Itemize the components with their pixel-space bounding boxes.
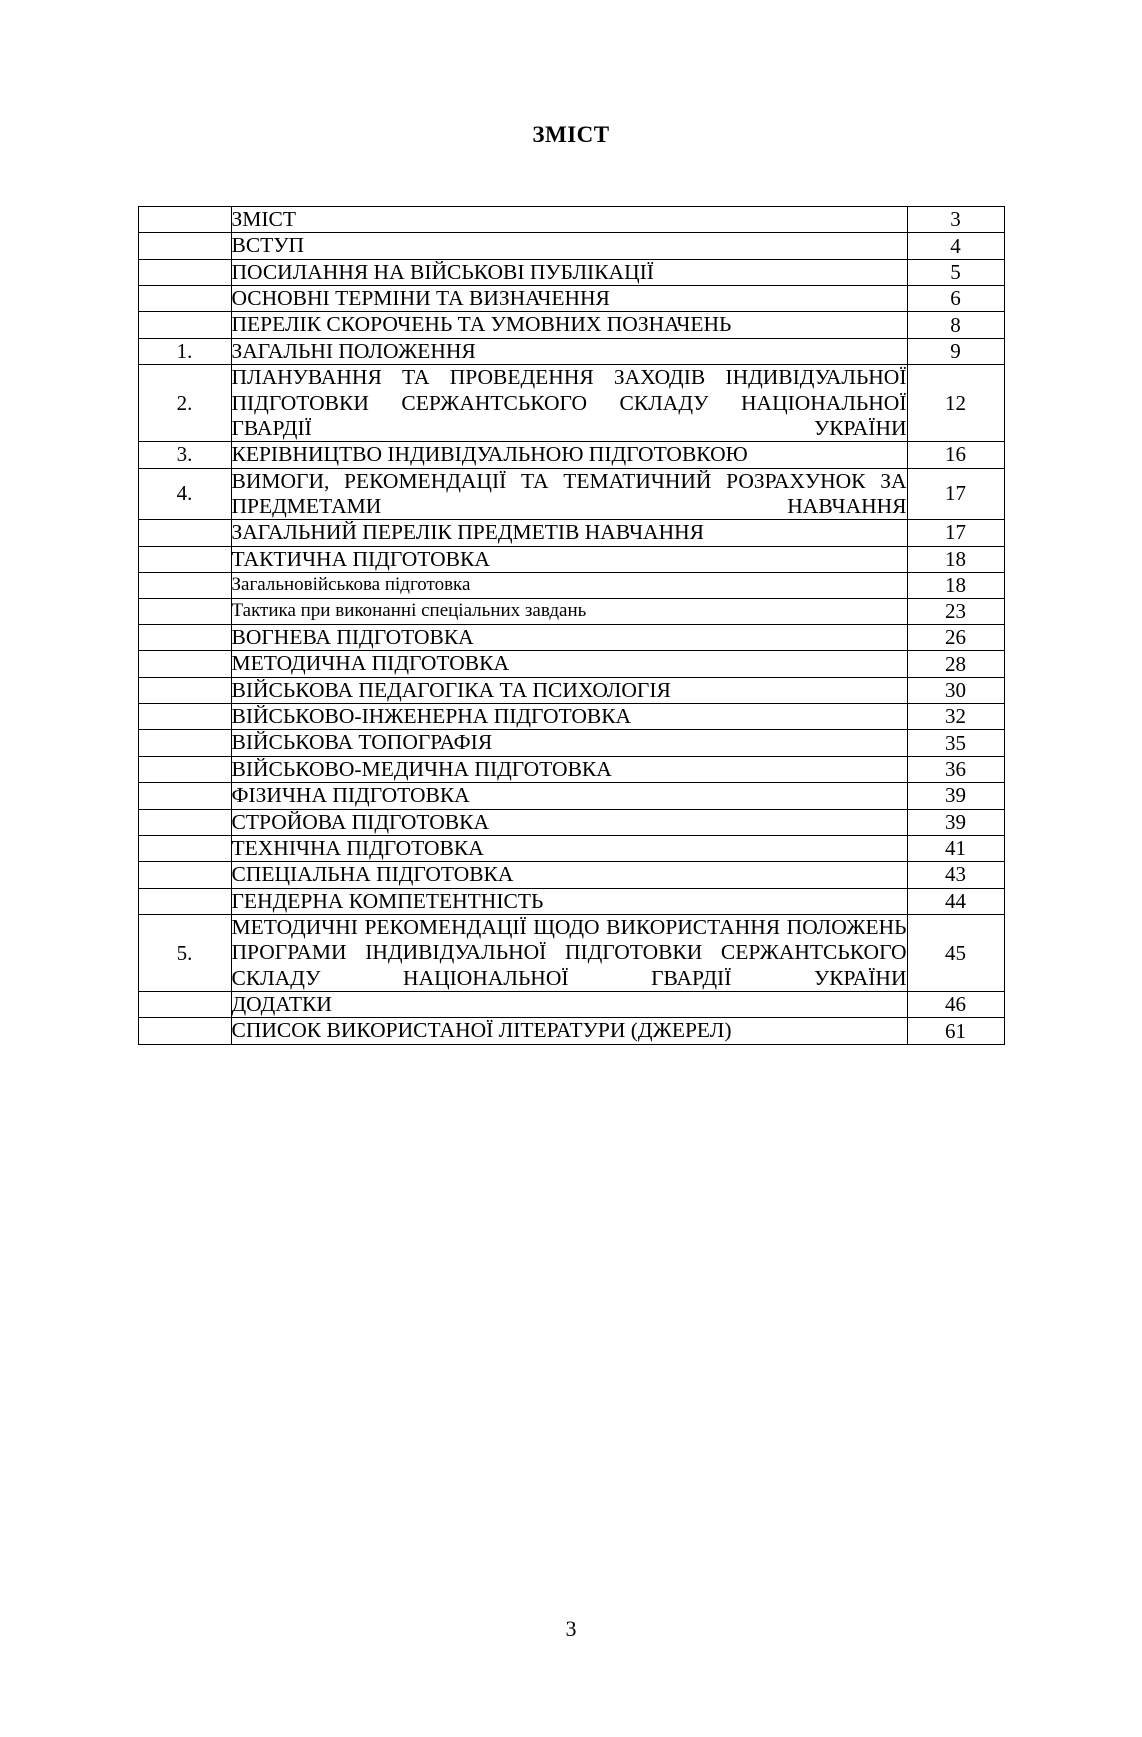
toc-item-page: 46 [907, 992, 1004, 1018]
toc-item-title[interactable]: МЕТОДИЧНА ПІДГОТОВКА [231, 651, 907, 677]
table-row [138, 704, 1004, 730]
toc-item-title[interactable]: ПЕРЕЛІК СКОРОЧЕНЬ ТА УМОВНИХ ПОЗНАЧЕНЬ [231, 312, 907, 338]
toc-item-title[interactable]: ТАКТИЧНА ПІДГОТОВКА [231, 546, 907, 572]
toc-item-number: 2. [138, 365, 231, 442]
toc-item-page: 30 [907, 677, 1004, 703]
toc-item-number [138, 546, 231, 572]
toc-item-page: 18 [907, 573, 1004, 599]
table-row [138, 520, 1004, 546]
toc-item-title[interactable]: ГЕНДЕРНА КОМПЕТЕНТНІСТЬ [231, 888, 907, 914]
toc-item-title[interactable]: МЕТОДИЧНІ РЕКОМЕНДАЦІЇ ЩОДО ВИКОРИСТАННЯ ПОЛОЖЕНЬ ПРОГРАМИ ІНДИВІДУАЛЬНОЇ ПІДГОТОВКИ СЕРЖАНТСЬКОГО СКЛАДУ НАЦІОНАЛЬНОЇ ГВАРДІЇ УКРАЇНИ [231, 914, 907, 990]
toc-item-page: 41 [907, 835, 1004, 861]
toc-item-title[interactable]: ПОСИЛАННЯ НА ВІЙСЬКОВІ ПУБЛІКАЦІЇ [231, 259, 907, 285]
toc-item-page: 39 [907, 809, 1004, 835]
toc-item-number [138, 625, 231, 651]
toc-item-number [138, 1018, 231, 1044]
toc-item-page: 17 [907, 468, 1004, 520]
toc-item-title[interactable]: СТРОЙОВА ПІДГОТОВКА [231, 809, 907, 835]
table-row [138, 207, 1004, 233]
toc-item-number [138, 599, 231, 625]
toc-item-page: 8 [907, 312, 1004, 338]
toc-item-page: 17 [907, 520, 1004, 546]
toc-item-title[interactable]: ЗМІСТ [231, 207, 907, 233]
toc-item-page: 16 [907, 442, 1004, 468]
toc-item-number: 3. [138, 442, 231, 468]
toc-table [138, 206, 1005, 1045]
toc-item-title[interactable]: ПЛАНУВАННЯ ТА ПРОВЕДЕННЯ ЗАХОДІВ ІНДИВІДУАЛЬНОЇ ПІДГОТОВКИ СЕРЖАНТСЬКОГО СКЛАДУ НАЦІОНАЛЬНОЇ ГВАРДІЇ УКРАЇНИ [231, 365, 907, 440]
toc-item-number [138, 809, 231, 835]
toc-item-number [138, 233, 231, 259]
toc-item-title[interactable]: Загальновійськова підготовка [231, 573, 907, 599]
toc-item-page: 18 [907, 546, 1004, 572]
table-row [138, 546, 1004, 572]
table-row [138, 233, 1004, 259]
toc-item-page: 45 [907, 914, 1004, 991]
toc-item-title[interactable]: КЕРІВНИЦТВО ІНДИВІДУАЛЬНОЮ ПІДГОТОВКОЮ [231, 442, 907, 468]
toc-item-number [138, 312, 231, 338]
toc-item-page: 6 [907, 286, 1004, 312]
table-row [138, 338, 1004, 364]
toc-table-body [138, 207, 1004, 1045]
toc-item-number: 5. [138, 914, 231, 991]
toc-item-title[interactable]: СПИСОК ВИКОРИСТАНОЇ ЛІТЕРАТУРИ (ДЖЕРЕЛ) [231, 1018, 907, 1044]
table-row [138, 365, 1004, 442]
toc-item-number [138, 756, 231, 782]
table-row [138, 599, 1004, 625]
table-row [138, 625, 1004, 651]
toc-item-number [138, 862, 231, 888]
table-row [138, 1018, 1004, 1044]
toc-item-page: 36 [907, 756, 1004, 782]
toc-item-number [138, 730, 231, 756]
toc-item-page: 61 [907, 1018, 1004, 1044]
table-row [138, 468, 1004, 520]
toc-item-page: 39 [907, 783, 1004, 809]
table-row [138, 783, 1004, 809]
toc-item-number [138, 520, 231, 546]
toc-item-page: 26 [907, 625, 1004, 651]
toc-item-number [138, 888, 231, 914]
toc-item-title[interactable]: ТЕХНІЧНА ПІДГОТОВКА [231, 835, 907, 861]
toc-item-number [138, 677, 231, 703]
toc-item-page: 44 [907, 888, 1004, 914]
table-row [138, 862, 1004, 888]
table-row [138, 888, 1004, 914]
table-row [138, 677, 1004, 703]
toc-item-page: 3 [907, 207, 1004, 233]
toc-item-title[interactable]: ФІЗИЧНА ПІДГОТОВКА [231, 783, 907, 809]
table-row [138, 573, 1004, 599]
table-row [138, 442, 1004, 468]
toc-item-title[interactable]: ВІЙСЬКОВА ПЕДАГОГІКА ТА ПСИХОЛОГІЯ [231, 677, 907, 703]
table-row [138, 756, 1004, 782]
toc-item-number [138, 835, 231, 861]
toc-item-title[interactable]: ДОДАТКИ [231, 992, 907, 1018]
toc-item-page: 43 [907, 862, 1004, 888]
toc-item-number: 1. [138, 338, 231, 364]
toc-item-title[interactable]: ЗАГАЛЬНИЙ ПЕРЕЛІК ПРЕДМЕТІВ НАВЧАННЯ [231, 520, 907, 546]
toc-item-page: 4 [907, 233, 1004, 259]
toc-item-title[interactable]: ОСНОВНІ ТЕРМІНИ ТА ВИЗНАЧЕННЯ [231, 286, 907, 312]
toc-item-title[interactable]: ВІЙСЬКОВА ТОПОГРАФІЯ [231, 730, 907, 756]
table-row [138, 835, 1004, 861]
toc-item-number: 4. [138, 468, 231, 520]
toc-item-number [138, 286, 231, 312]
toc-item-page: 12 [907, 365, 1004, 442]
toc-item-number [138, 651, 231, 677]
table-row [138, 259, 1004, 285]
toc-item-number [138, 207, 231, 233]
toc-item-title[interactable]: СПЕЦІАЛЬНА ПІДГОТОВКА [231, 862, 907, 888]
toc-item-page: 9 [907, 338, 1004, 364]
toc-item-page: 32 [907, 704, 1004, 730]
toc-item-number [138, 783, 231, 809]
toc-item-title[interactable]: ВІЙСЬКОВО-ІНЖЕНЕРНА ПІДГОТОВКА [231, 704, 907, 730]
toc-item-title[interactable]: Тактика при виконанні спеціальних завдань [231, 599, 907, 625]
toc-item-page: 35 [907, 730, 1004, 756]
toc-item-title[interactable]: ВИМОГИ, РЕКОМЕНДАЦІЇ ТА ТЕМАТИЧНИЙ РОЗРАХУНОК ЗА ПРЕДМЕТАМИ НАВЧАННЯ [231, 468, 907, 518]
table-row [138, 914, 1004, 991]
toc-item-number [138, 704, 231, 730]
table-of-contents [138, 206, 1005, 1045]
document-page [0, 122, 1142, 1737]
toc-item-title[interactable]: ВОГНЕВА ПІДГОТОВКА [231, 625, 907, 651]
toc-item-number [138, 992, 231, 1018]
toc-item-number [138, 259, 231, 285]
toc-item-title[interactable]: ВСТУП [231, 233, 907, 259]
toc-item-page: 23 [907, 599, 1004, 625]
table-row [138, 730, 1004, 756]
toc-item-title[interactable]: ВІЙСЬКОВО-МЕДИЧНА ПІДГОТОВКА [231, 756, 907, 782]
page-number: 3 [565, 1616, 577, 1641]
table-row [138, 992, 1004, 1018]
toc-item-title[interactable]: ЗАГАЛЬНІ ПОЛОЖЕННЯ [231, 338, 907, 364]
toc-item-number [138, 573, 231, 599]
toc-item-page: 28 [907, 651, 1004, 677]
toc-item-page: 5 [907, 259, 1004, 285]
table-row [138, 312, 1004, 338]
table-row [138, 286, 1004, 312]
table-row [138, 651, 1004, 677]
page-title: ЗМІСТ [532, 122, 610, 147]
table-row [138, 809, 1004, 835]
